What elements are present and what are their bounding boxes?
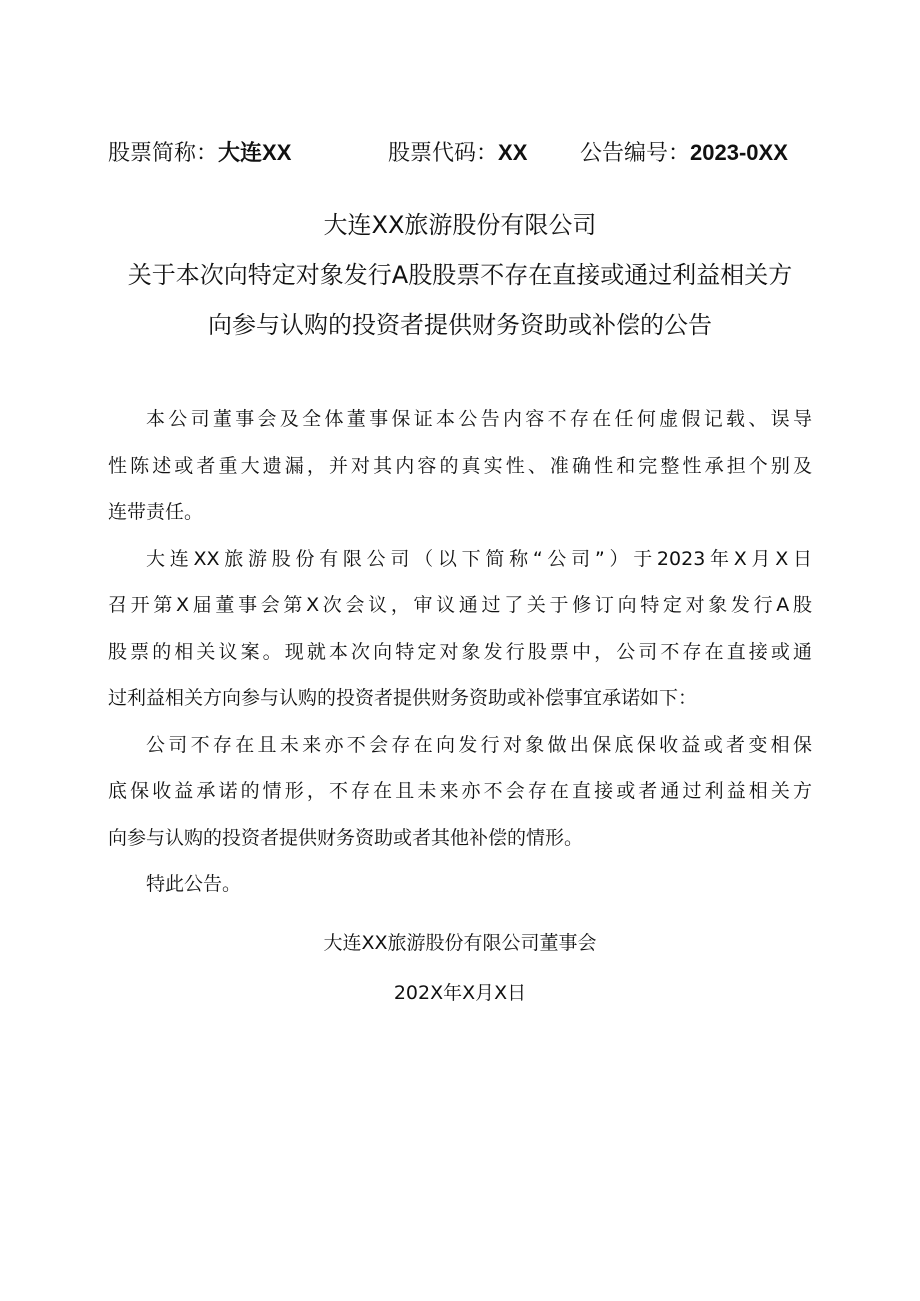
stock-code xyxy=(388,136,527,167)
notice-body xyxy=(108,396,812,908)
signature-organization: 大连XX旅游股份有限公司董事会 xyxy=(323,932,597,954)
title-line-2: 向参与认购的投资者提供财务资助或补偿的公告 xyxy=(208,311,712,339)
title-company: 大连XX旅游股份有限公司 xyxy=(323,211,597,239)
paragraph-commitment xyxy=(108,722,812,862)
notice-header xyxy=(108,136,812,168)
paragraph-line: 公司不存在且未来亦不会存在向发行对象做出保底保收益或者变相保 xyxy=(146,733,812,756)
paragraph-closing xyxy=(108,861,812,908)
stock-code-label: 股票代码： xyxy=(388,141,499,166)
paragraph-line: 向参与认购的投资者提供财务资助或者其他补偿的情形。 xyxy=(108,826,584,849)
stock-name-value: 大连XX xyxy=(218,140,292,165)
title-line-1: 关于本次向特定对象发行A股股票不存在直接或通过利益相关方 xyxy=(127,261,793,289)
paragraph-line: 本公司董事会及全体董事保证本公告内容不存在任何虚假记载、误导 xyxy=(146,408,812,430)
notice-number-value: 2023-0XX xyxy=(690,140,788,165)
stock-name xyxy=(108,136,291,167)
paragraph-line: 过利益相关方向参与认购的投资者提供财务资助或补偿事宜承诺如下： xyxy=(108,687,698,709)
stock-code-value: XX xyxy=(498,140,528,165)
paragraph-line: 股票的相关议案。现就本次向特定对象发行股票中，公司不存在直接或通 xyxy=(108,640,812,663)
paragraph-line: 底保收益承诺的情形，不存在且未来亦不会存在直接或者通过利益相关方 xyxy=(108,780,812,802)
signature-date: 202X年X月X日 xyxy=(393,982,527,1004)
paragraph-line: 大连XX旅游股份有限公司（以下简称“公司”）于2023年X月X日 xyxy=(146,547,812,570)
paragraph-line: 特此公告。 xyxy=(146,873,242,895)
paragraph-background xyxy=(108,536,812,722)
signature-block xyxy=(0,918,920,1018)
paragraph-statement xyxy=(108,396,812,536)
paragraph-line: 性陈述或者重大遗漏，并对其内容的真实性、准确性和完整性承担个别及 xyxy=(108,454,812,477)
notice-number xyxy=(580,136,788,167)
stock-name-label: 股票简称： xyxy=(108,141,219,166)
notice-number-label: 公告编号： xyxy=(580,141,691,166)
notice-title xyxy=(60,200,860,350)
paragraph-line: 连带责任。 xyxy=(108,501,204,523)
paragraph-line: 召开第X届董事会第X次会议，审议通过了关于修订向特定对象发行A股 xyxy=(108,594,812,616)
